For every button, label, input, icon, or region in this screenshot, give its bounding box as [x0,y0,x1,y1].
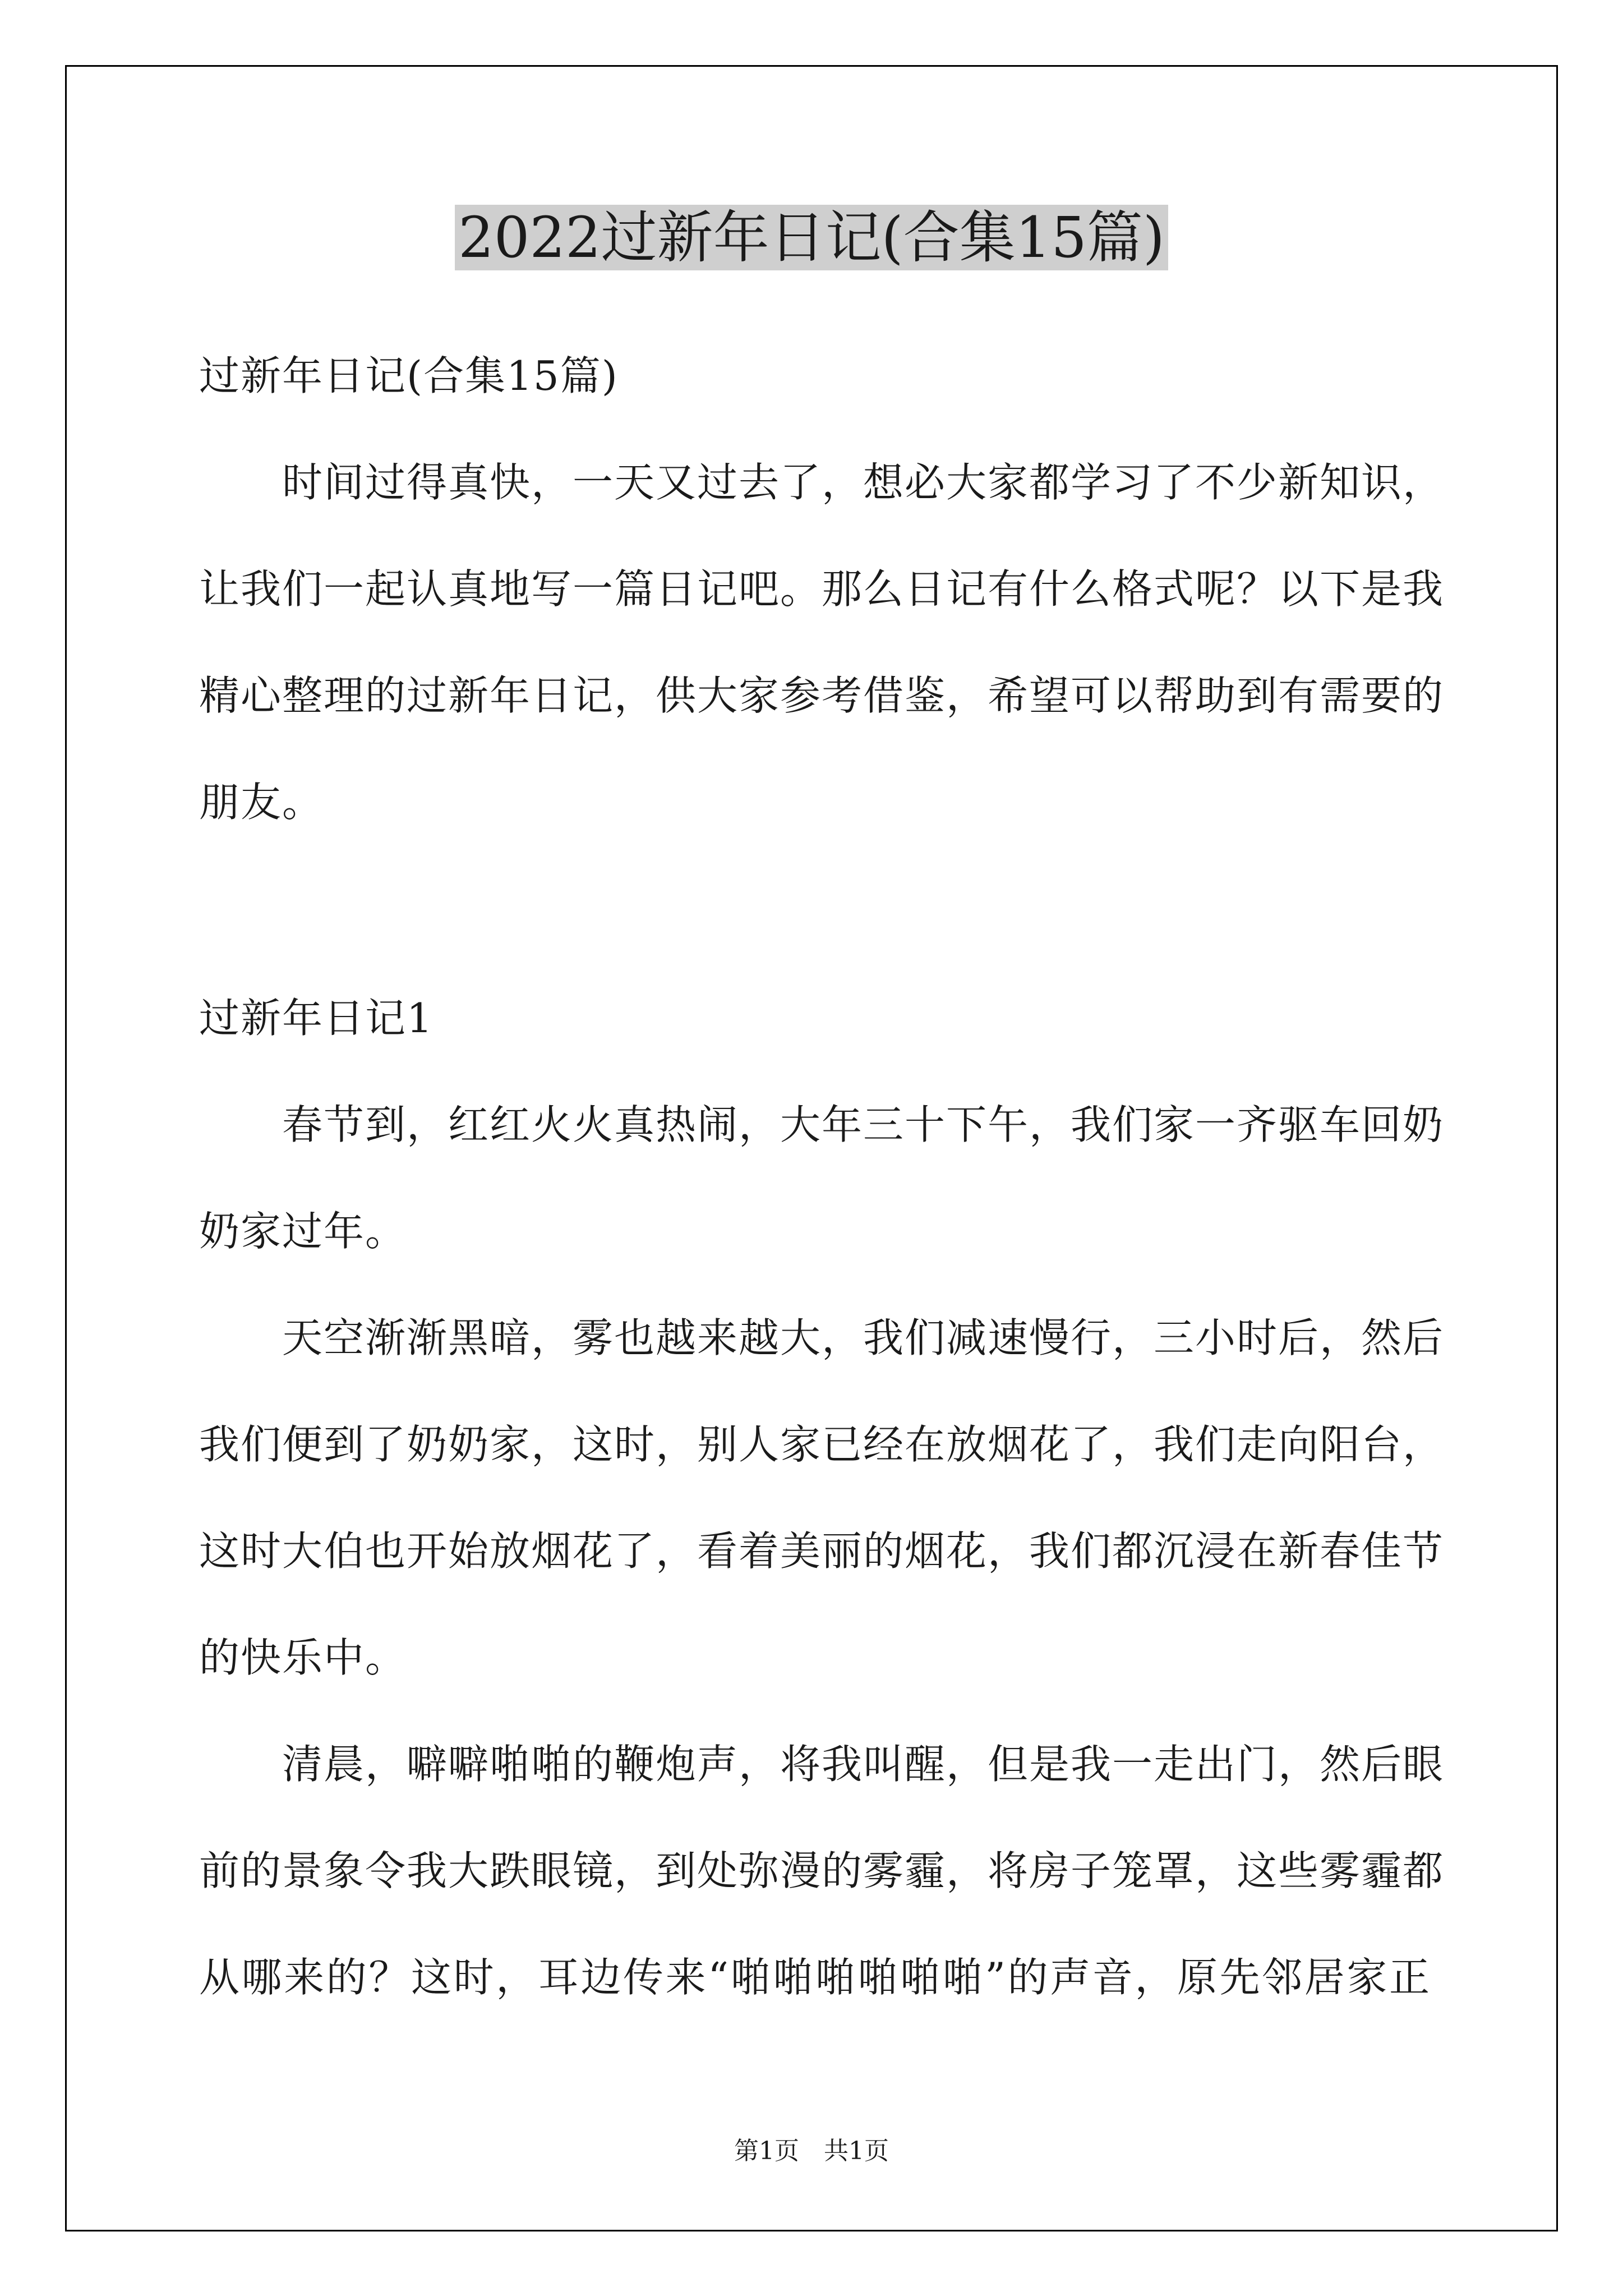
page-footer: 第1页 共1页 [734,2137,889,2165]
text-line: 春节到，红红火火真热闹，大年三十下午，我们家一齐驱车回奶 [282,1101,1445,1148]
text-line: 清晨，噼噼啪啪的鞭炮声，将我叫醒，但是我一走出门，然后眼 [282,1741,1445,1788]
text-line: 我们便到了奶奶家，这时，别人家已经在放烟花了，我们走向阳台， [199,1421,1445,1468]
subtitle-line: 过新年日记(合集15篇) [199,352,619,399]
text-line: 这时大伯也开始放烟花了，看着美丽的烟花，我们都沉浸在新春佳节 [199,1527,1445,1575]
section-heading: 过新年日记1 [199,995,434,1042]
text-line: 让我们一起认真地写一篇日记吧。那么日记有什么格式呢？以下是我 [199,565,1445,613]
document-title [0,199,1623,277]
text-line: 的快乐中。 [199,1634,407,1681]
text-line: 从哪来的？这时，耳边传来“啪啪啪啪啪啪”的声音，原先邻居家正 [199,1954,1431,2001]
text-line: 前的景象令我大跌眼镜，到处弥漫的雾霾，将房子笼罩，这些雾霾都 [199,1847,1445,1894]
document-title-text: 2022过新年日记(合集15篇) [455,205,1168,270]
text-line: 天空渐渐黑暗，雾也越来越大，我们减速慢行，三小时后，然后 [282,1314,1445,1361]
text-line: 朋友。 [199,779,324,826]
text-line: 精心整理的过新年日记，供大家参考借鉴，希望可以帮助到有需要的 [199,672,1445,719]
text-line: 奶家过年。 [199,1208,407,1255]
text-line: 时间过得真快，一天又过去了，想必大家都学习了不少新知识， [282,459,1445,506]
